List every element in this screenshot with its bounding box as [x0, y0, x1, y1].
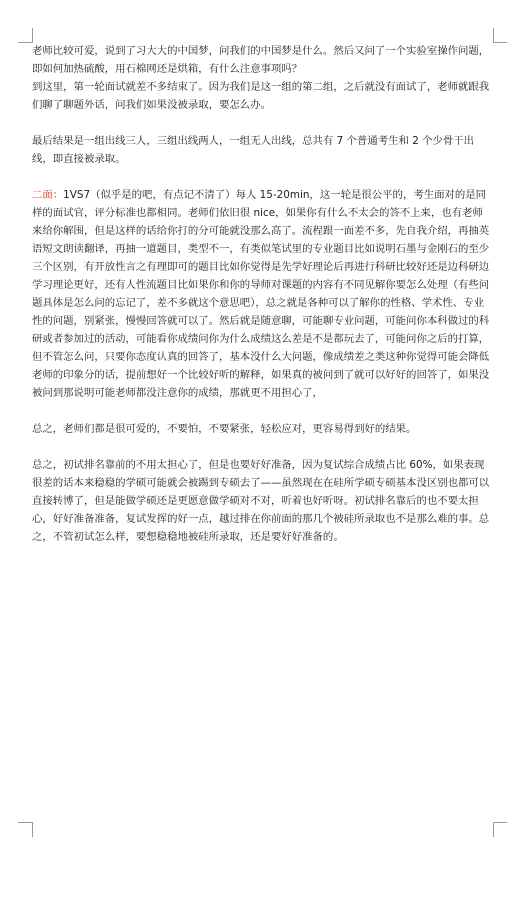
- paragraph-second-interview: [32, 186, 492, 402]
- blank-line: [32, 168, 492, 186]
- paragraph-summary-teachers: 总之，老师们都是很可爱的，不要怕，不要紧张，轻松应对，更容易得到好的结果。: [32, 423, 417, 435]
- crop-mark-bottom-left: [18, 822, 33, 837]
- crop-mark-top-left: [18, 28, 33, 43]
- crop-mark-top-right: [493, 28, 507, 43]
- second-interview-text: 1VS7（似乎是的吧，有点记不清了）每人 15-20min，这一轮是很公平的，考生面对的是同样的面试官，评分标准也都相同。老师们依旧很 nice，如果你有什么不太会的答不上来，也有老师来给你解围，但是这样的话给你打的分可能就没那么高了。流程跟一面差不多，先自我介绍，再抽英语短文朗读翻译，再抽一道题目，类型不一，有类似笔试里的专业题目比如说明石墨与金刚石的至少三个区别，有开放性言之有理即可的题目比如你觉得是先学好理论后再进行科研比较好还是边科研边学习理论更好，还有人性流题目比如果你和你的导师对课题的内容有不同见解你要怎么处理（有些问题具体是怎么问的忘记了，差不多就这个意思吧），总之就是各种可以了解你的性格、学术性、专业性的问题，别紧张，慢慢回答就可以了。然后就是随意聊，可能聊专业问题，可能问你本科做过的科研或者参加过的活动，可能看你成绩问你为什么成绩这么差是不是都玩去了，可能问你之后的打算，但不管怎么问，只要你态度认真的回答了，基本没什么大问题，像成绩差之类这种你觉得可能会降低老师的印象分的话，提前想好一个比较好听的解释，如果真的被问到了就可以好好的回答了，如果没被问到那说明可能老师都没注意你的成绩，那就更不用担心了，: [32, 189, 490, 399]
- paragraph-results: 最后结果是一组出线三人，三组出线两人，一组无人出线，总共有 7 个普通考生和 2 个少骨干出线，即直接被录取。: [32, 135, 475, 165]
- crop-mark-bottom-right: [493, 822, 507, 837]
- blank-line: [32, 402, 492, 420]
- document-body: [32, 42, 492, 546]
- blank-line: [32, 114, 492, 132]
- paragraph-summary-advice: 总之，初试排名靠前的不用太担心了，但是也要好好准备，因为复试综合成绩占比 60%，如果表现很差的话本来稳稳的学硕可能就会被踢到专硕去了——虽然现在在硅所学硕专硕基本没区别也都可以直接转博了，但是能做学硕还是更愿意做学硕对不对，听着也好听呀。初试排名靠后的也不要太担心，好好准备准备，复试发挥的好一点，越过排在你前面的那几个被硅所录取也不是那么难的事。总之，不管初试怎么样，要想稳稳地被硅所录取，还是要好好准备的。: [32, 459, 490, 543]
- second-interview-label: 二面：: [32, 189, 64, 201]
- blank-line: [32, 438, 492, 456]
- paragraph-first-interview-questions: 老师比较可爱，说到了习大大的中国梦，问我们的中国梦是什么。然后又问了一个实验室操作问题，即如何加热硫酸，用石棉网还是烘箱，有什么注意事项吗？: [32, 45, 490, 75]
- paragraph-first-interview-end: 到这里，第一轮面试就差不多结束了。因为我们是这一组的第二组，之后就没有面试了，老师就跟我们聊了聊题外话，问我们如果没被录取，要怎么办。: [32, 81, 490, 111]
